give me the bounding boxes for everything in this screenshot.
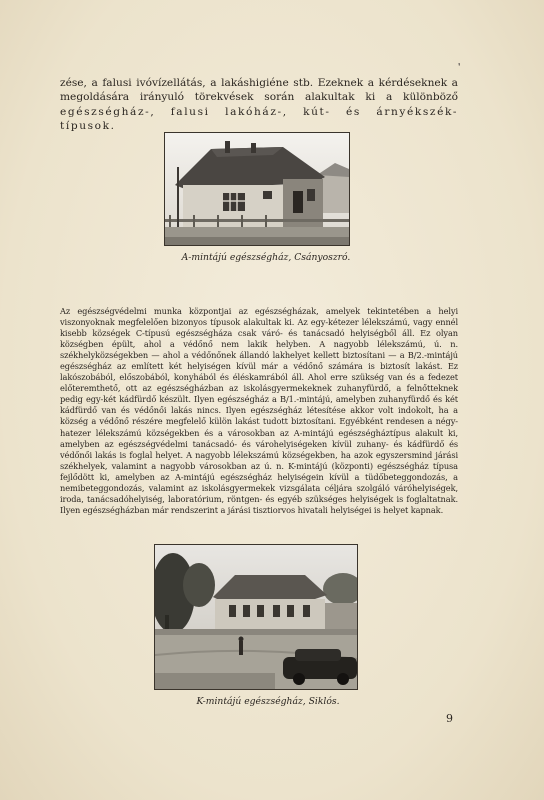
photo-a-type-health-house — [164, 132, 350, 246]
photo-k-type-health-house — [154, 544, 358, 690]
intro-text: zése, a falusi ivóvízellátás, a lakáshigiéne stb. Ezeknek a kérdéseknek a megoldására irányuló törekvések során alakultak ki a különböző — [60, 77, 458, 104]
figure1-caption: A-mintájú egészségház, Csányoszró. — [181, 252, 351, 263]
photo-a-illustration — [165, 133, 349, 245]
photo-k-illustration — [155, 545, 357, 689]
main-paragraph: Az egészségvédelmi munka központjai az egészségházak, amelyek tekintetében a helyi viszonyoknak megfelelően bizonyos típusok alakultak ki. Az egy-kétezer lélekszámú, vagy ennél kisebb községek C-típusú egészségháza csak váró- és tanácsadó helyiségből áll. Ez olyan községben épült, ahol a védőnő nem lakik helyben. A nagyobb lélekszámú, ú. n. székhelyközségekben — ahol a védőnőnek állandó lakhelyet kellett biztosítani — a B/2.-mintájú egészségház az említett két helyiségen kívül már a védőnő számára is biztosít lakást. Ez lakószobából, előszobából, konyhából és éléskamrából áll. Ahol erre szükség van és a fedezet előteremthető, ott az egészségházban az iskolásgyermekeknek zuhanyfürdő, a felnőtteknek pedig egy-két kádfürdő készült. Ilyen egészségház a B/1.-mintájú, amelyben zuhanyfürdő és két kádfürdő van és védőnői lakás nincs. Ilyen egészségház létesítése akkor volt indokolt, ha a község a védőnő részére megfelelő külön lakást tudott biztosítani. Egyébként rendesen a négy-hatezer lélekszámú községekben és a városokban az A-mintájú egészségháztípus alakult ki, amelyben az egészségvédelmi tanácsadó- és várohelyiségeken kívül zuhany- és kádfürdő és védőnői lakás is foglal helyet. A nagyobb lélekszámú községekben, ha azok egyszersmind járási székhelyek, valamint a nagyobb városokban az ú. n. K-mintájú (központi) egészségház típusa fejlődött ki, amelyben az A-mintájú egészségház helyiségein kívül a tüdőbeteggondozás, a nemibeteggondozás, valamint az iskolásgyermekek vizsgálata céljára szolgáló váróhelyiségek, iroda, tanácsadóhelyiség, laboratórium, röntgen- és egyéb szükséges helyiségek is foglaltatnak. Ilyen egészségházban már rendszerint a járási tisztiorvos hivatali helyiségei is helyet kapnak. — [60, 306, 458, 515]
intro-paragraph — [60, 76, 458, 134]
intro-spaced-text: egészségház-, falusi lakóház-, kút- és árnyékszék-típusok. — [60, 105, 458, 133]
page-number: 9 — [446, 712, 453, 725]
ink-mark: ❜ — [458, 62, 461, 71]
figure2-caption: K-mintájú egészségház, Siklós. — [196, 696, 340, 707]
